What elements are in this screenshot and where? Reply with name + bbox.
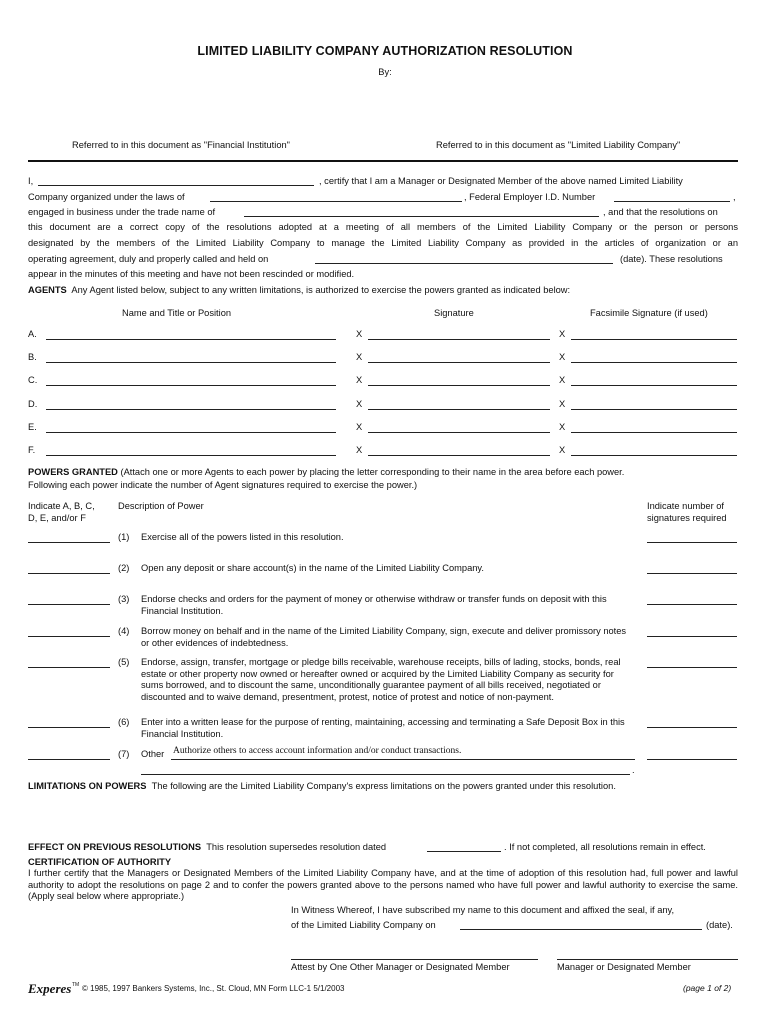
agent-a-facsimile-x: X: [559, 329, 566, 339]
limitations-text: The following are the Limited Liability Company's express limitations on the powers granted under this resolution.: [151, 781, 616, 791]
financial-institution-caption: Referred to in this document as "Financial Institution": [72, 140, 290, 150]
col-number-2: signatures required: [647, 513, 727, 523]
agent-e-signature-field[interactable]: [368, 432, 550, 433]
certifier-name-field[interactable]: [38, 185, 314, 186]
agent-d-facsimile-x: X: [559, 399, 566, 409]
agent-f-name-field[interactable]: [46, 455, 336, 456]
agent-a-signature-x: X: [356, 329, 363, 339]
power-4-agent-field[interactable]: [28, 636, 110, 637]
powers-heading: POWERS GRANTED: [28, 467, 118, 477]
power-3-description: Endorse checks and orders for the payment of money or otherwise withdraw or transfer funds on deposit with this Financial Institution.: [141, 594, 607, 616]
power-5-signatures-field[interactable]: [647, 667, 737, 668]
power-7-other-value[interactable]: Authorize others to access account information and/or conduct transactions.: [173, 746, 462, 756]
witness-text: In Witness Whereof, I have subscribed my name to this document and affixed the seal, if any,: [291, 905, 675, 915]
agent-b-signature-x: X: [356, 352, 363, 362]
col-indicate-2: D, E, and/or F: [28, 513, 86, 523]
trademark-mark: TM: [72, 982, 80, 988]
agent-e-letter: E.: [28, 422, 37, 432]
experes-logo: Experes: [28, 981, 72, 996]
i-label: I,: [28, 176, 34, 186]
agent-b-letter: B.: [28, 352, 37, 362]
agent-e-facsimile-field[interactable]: [571, 432, 737, 433]
certification-text: I further certify that the Managers or Designated Members of the Limited Liability Company have, and at the time of adoption of this resolution had, full power and lawful authority to adopt the resolutions on page 2 and to confer the powers granted above to the persons named who have full power and lawful authority to exercise the same. (Apply seal below where appropriate.): [28, 868, 738, 901]
certification-heading: CERTIFICATION OF AUTHORITY: [28, 857, 172, 867]
federal-id-field[interactable]: [614, 201, 730, 202]
agent-c-signature-field[interactable]: [368, 385, 550, 386]
federal-id-label: , Federal Employer I.D. Number: [464, 192, 596, 202]
header-divider: [28, 160, 738, 162]
power-6-agent-field[interactable]: [28, 727, 110, 728]
agent-d-signature-x: X: [356, 399, 363, 409]
power-7-number: (7): [118, 749, 130, 759]
agent-a-signature-field[interactable]: [368, 339, 550, 340]
power-2-agent-field[interactable]: [28, 573, 110, 574]
power-7-signatures-field[interactable]: [647, 759, 737, 760]
page-number: (page 1 of 2): [683, 983, 732, 993]
effect-text-a: This resolution supersedes resolution dated: [206, 842, 387, 852]
agent-c-signature-x: X: [356, 375, 363, 385]
power-2-description: Open any deposit or share account(s) in the name of the Limited Liability Company.: [141, 563, 484, 573]
power-4-description: Borrow money on behalf and in the name of the Limited Liability Company, sign, execute and deliver promissory notes or other evidences of indebtedness.: [141, 626, 627, 648]
power-5-number: (5): [118, 657, 130, 667]
power-4-signatures-field[interactable]: [647, 636, 737, 637]
power-3-number: (3): [118, 594, 130, 604]
page-title: LIMITED LIABILITY COMPANY AUTHORIZATION RESOLUTION: [197, 44, 573, 58]
agent-f-letter: F.: [28, 445, 36, 455]
meeting-date-field[interactable]: [315, 263, 613, 264]
power-2-signatures-field[interactable]: [647, 573, 737, 574]
power-3-agent-field[interactable]: [28, 604, 110, 605]
previous-resolution-date-field[interactable]: [427, 851, 501, 852]
powers-intro-block: [28, 466, 738, 479]
power-1-signatures-field[interactable]: [647, 542, 737, 543]
power-7-agent-field[interactable]: [28, 759, 110, 760]
by-label: By:: [378, 67, 392, 77]
agent-f-signature-field[interactable]: [368, 455, 550, 456]
agent-a-letter: A.: [28, 329, 37, 339]
power-4-number: (4): [118, 626, 130, 636]
and-that-text: , and that the resolutions on: [603, 207, 718, 217]
agent-e-name-field[interactable]: [46, 432, 336, 433]
agent-f-signature-x: X: [356, 445, 363, 455]
col-indicate-1: Indicate A, B, C,: [28, 501, 95, 511]
certify-text: , certify that I am a Manager or Designated Member of the above named Limited Liability: [319, 176, 683, 186]
power-6-signatures-field[interactable]: [647, 727, 737, 728]
trade-name-field[interactable]: [244, 216, 599, 217]
comma: ,: [733, 192, 736, 202]
trade-name-label: engaged in business under the trade name of: [28, 207, 216, 217]
power-3-signatures-field[interactable]: [647, 604, 737, 605]
power-1-agent-field[interactable]: [28, 542, 110, 543]
agent-e-facsimile-x: X: [559, 422, 566, 432]
llc-caption: Referred to in this document as "Limited Liability Company": [436, 140, 681, 150]
manager-label: Manager or Designated Member: [557, 962, 691, 972]
agent-b-facsimile-field[interactable]: [571, 362, 737, 363]
agent-f-facsimile-x: X: [559, 445, 566, 455]
copyright-text: © 1985, 1997 Bankers Systems, Inc., St. Cloud, MN Form LLC-1 5/1/2003: [82, 984, 345, 993]
date-resolutions-text: (date). These resolutions: [620, 254, 723, 264]
certify-line-4: this document are a correct copy of the resolutions adopted at a meeting of all members of the Limited Liability Company or the person or persons: [28, 222, 738, 232]
agent-c-name-field[interactable]: [46, 385, 336, 386]
power-6-number: (6): [118, 717, 130, 727]
powers-intro-2: Following each power indicate the number of Agent signatures required to exercise the power.): [28, 480, 418, 490]
manager-signature-field[interactable]: [557, 959, 738, 960]
power-7-other-field[interactable]: [171, 759, 635, 760]
powers-intro-1: (Attach one or more Agents to each power by placing the letter corresponding to their name in the area before each power.: [120, 467, 625, 477]
power-2-number: (2): [118, 563, 130, 573]
of-llc-label: of the Limited Liability Company on: [291, 920, 436, 930]
agent-d-facsimile-field[interactable]: [571, 409, 737, 410]
power-5-agent-field[interactable]: [28, 667, 110, 668]
col-number-1: Indicate number of: [647, 501, 725, 511]
agent-b-name-field[interactable]: [46, 362, 336, 363]
power-7-continuation-field[interactable]: [141, 774, 630, 775]
agent-d-letter: D.: [28, 399, 38, 409]
certify-line-7: appear in the minutes of this meeting and have not been rescinded or modified.: [28, 269, 355, 279]
certification-date-field[interactable]: [460, 929, 702, 930]
power-1-number: (1): [118, 532, 130, 542]
limitations-heading: LIMITATIONS ON POWERS: [28, 781, 147, 791]
attest-signature-field[interactable]: [291, 959, 538, 960]
power-5-description: Endorse, assign, transfer, mortgage or pledge bills receivable, warehouse receipts, bills of lading, stocks, bonds, real estate or other property now owned or hereafter owned or acquired by the Limited Liability Company as security for sums borrowed, and to discount the same, unconditionally guarantee payment of all bills received, negotiated or discounted and to waive demand, presentment, protest, notice of protest and notice of non-payment.: [141, 657, 621, 703]
state-laws-field[interactable]: [210, 201, 462, 202]
agent-e-signature-x: X: [356, 422, 363, 432]
agent-c-facsimile-x: X: [559, 375, 566, 385]
company-organized-label: Company organized under the laws of: [28, 192, 185, 202]
power-7-other-label: Other: [141, 749, 165, 759]
power-6-description: Enter into a written lease for the purpose of renting, maintaining, accessing and terminating a Safe Deposit Box in this Financial Institution.: [141, 717, 625, 739]
certify-line-5: designated by the members of the Limited Liability Company to manage the Limited Liability Company as provided in the articles of organization or an: [28, 238, 738, 248]
agents-intro: Any Agent listed below, subject to any written limitations, is authorized to exercise the powers granted as indicated below:: [71, 285, 571, 295]
agents-heading: AGENTS: [28, 285, 67, 295]
effect-heading: EFFECT ON PREVIOUS RESOLUTIONS: [28, 842, 202, 852]
agent-b-facsimile-x: X: [559, 352, 566, 362]
meeting-held-label: operating agreement, duly and properly called and held on: [28, 254, 269, 264]
agent-d-signature-field[interactable]: [368, 409, 550, 410]
agent-a-name-field[interactable]: [46, 339, 336, 340]
agent-b-signature-field[interactable]: [368, 362, 550, 363]
agent-d-name-field[interactable]: [46, 409, 336, 410]
col-facsimile: Facsimile Signature (if used): [590, 308, 708, 318]
effect-text-b: . If not completed, all resolutions remain in effect.: [504, 842, 706, 852]
col-signature: Signature: [434, 308, 474, 318]
col-name-title: Name and Title or Position: [122, 308, 232, 318]
agent-c-letter: C.: [28, 375, 38, 385]
power-1-description: Exercise all of the powers listed in this resolution.: [141, 532, 344, 542]
period: .: [632, 765, 635, 775]
agent-f-facsimile-field[interactable]: [571, 455, 737, 456]
agent-a-facsimile-field[interactable]: [571, 339, 737, 340]
attest-label: Attest by One Other Manager or Designated Member: [291, 962, 510, 972]
date-suffix: (date).: [706, 920, 733, 930]
agent-c-facsimile-field[interactable]: [571, 385, 737, 386]
col-description: Description of Power: [118, 501, 204, 511]
